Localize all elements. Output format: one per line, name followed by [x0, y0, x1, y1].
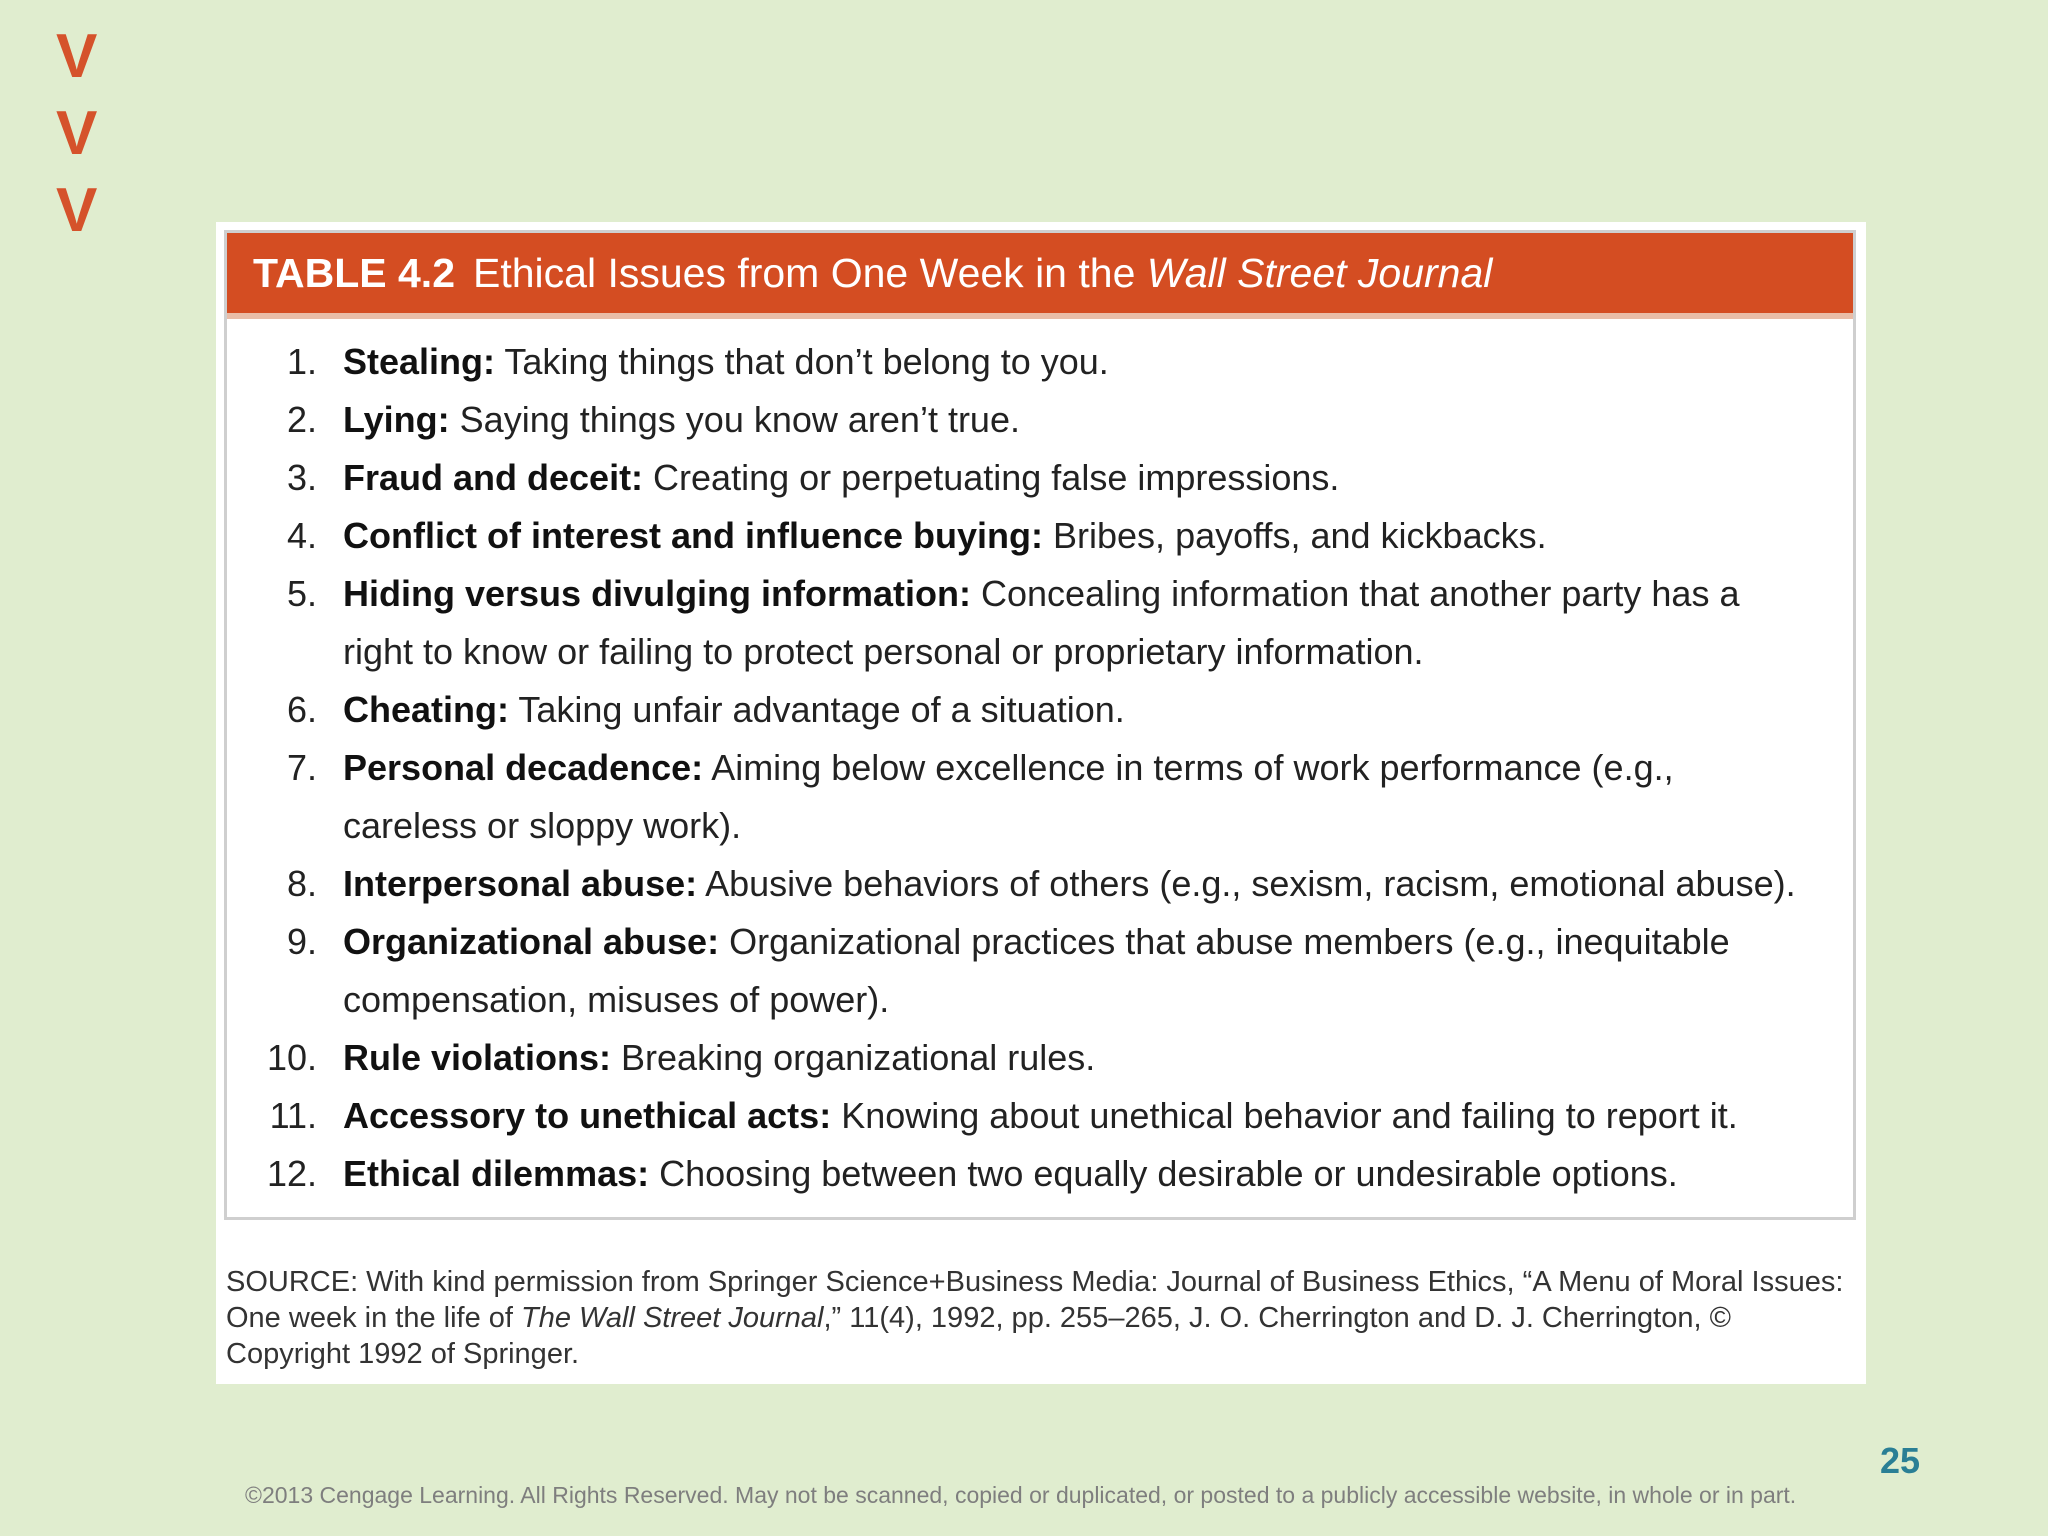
item-description: Knowing about unethical behavior and failing to report it. [831, 1095, 1738, 1136]
item-term: Rule violations: [343, 1037, 612, 1078]
page-number: 25 [1880, 1440, 1921, 1481]
list-item [227, 681, 1853, 739]
item-term: Ethical dilemmas: [343, 1153, 650, 1194]
list-item [227, 507, 1853, 565]
ethical-issues-table [224, 230, 1856, 1220]
item-description: Choosing between two equally desirable or undesirable options. [649, 1153, 1678, 1194]
item-description: Bribes, payoffs, and kickbacks. [1043, 515, 1547, 556]
list-item [227, 739, 1853, 855]
bullet-marker: V [56, 99, 98, 168]
item-number: 11. [269, 1095, 317, 1136]
list-item [227, 913, 1853, 1029]
item-description: Abusive behaviors of others (e.g., sexism, racism, emotional abuse). [697, 863, 1796, 904]
copyright-notice: ©2013 Cengage Learning. All Rights Reserved. May not be scanned, copied or duplicated, or posted to a publicly accessible website, in whole or in part. [245, 1482, 1797, 1508]
item-term: Stealing: [343, 341, 496, 382]
table-title-italic: Wall Street Journal [1146, 250, 1493, 296]
item-term: Fraud and deceit: [343, 457, 644, 498]
list-item [227, 1029, 1853, 1087]
item-term: Lying: [343, 399, 450, 440]
item-term: Accessory to unethical acts: [343, 1095, 832, 1136]
item-number: 8. [286, 863, 317, 904]
item-description: Saying things you know aren’t true. [449, 399, 1020, 440]
item-number: 4. [286, 515, 317, 556]
list-item [227, 333, 1853, 391]
list-item [227, 855, 1853, 913]
item-description: Concealing information that another party has a right to know or failing to protect personal or proprietary information. [343, 573, 1740, 672]
item-term: Personal decadence: [343, 747, 704, 788]
table-title-text: Ethical Issues from One Week in the [473, 250, 1147, 296]
list-item [227, 449, 1853, 507]
item-term: Cheating: [343, 689, 509, 730]
item-number: 1. [286, 341, 317, 382]
item-number: 3. [286, 457, 317, 498]
bullet-marker: V [56, 22, 98, 91]
item-description: Aiming below excellence in terms of work performance (e.g., careless or sloppy work). [343, 747, 1674, 846]
table-title [227, 233, 1853, 319]
list-item [227, 1087, 1853, 1145]
item-number: 2. [286, 399, 317, 440]
source-text: SOURCE: With kind permission from Springer Science+Business Media: Journal of Business Ethics, “A Menu of Moral Issues: One week in the life of [226, 1266, 1844, 1334]
item-term: Organizational abuse: [343, 921, 720, 962]
item-description: Breaking organizational rules. [611, 1037, 1096, 1078]
list-item [227, 1145, 1853, 1203]
source-citation [226, 1264, 1856, 1372]
item-description: Creating or perpetuating false impressions. [643, 457, 1340, 498]
table-figure [216, 222, 1866, 1384]
item-description: Organizational practices that abuse members (e.g., inequitable compensation, misuses of power). [343, 921, 1730, 1020]
item-term: Interpersonal abuse: [343, 863, 698, 904]
item-description: Taking things that don’t belong to you. [495, 341, 1109, 382]
item-term: Conflict of interest and influence buying: [343, 515, 1044, 556]
item-number: 7. [286, 747, 317, 788]
item-number: 9. [286, 921, 317, 962]
list-item [227, 391, 1853, 449]
item-number: 10. [266, 1037, 317, 1078]
source-text: ,” 11(4), 1992, pp. 255–265, J. O. Cherrington and D. J. Cherrington, © Copyright 1992 of Springer. [226, 1302, 1731, 1370]
source-italic: The Wall Street Journal [521, 1302, 824, 1334]
item-number: 6. [286, 689, 317, 730]
item-number: 5. [286, 573, 317, 614]
bullet-marker: V [56, 176, 98, 245]
list-item [227, 565, 1853, 681]
table-label: TABLE 4.2 [253, 250, 455, 296]
ethical-issues-list [227, 333, 1853, 1203]
item-number: 12. [266, 1153, 317, 1194]
item-term: Hiding versus divulging information: [343, 573, 972, 614]
bullet-list [56, 18, 97, 249]
item-description: Taking unfair advantage of a situation. [509, 689, 1125, 730]
